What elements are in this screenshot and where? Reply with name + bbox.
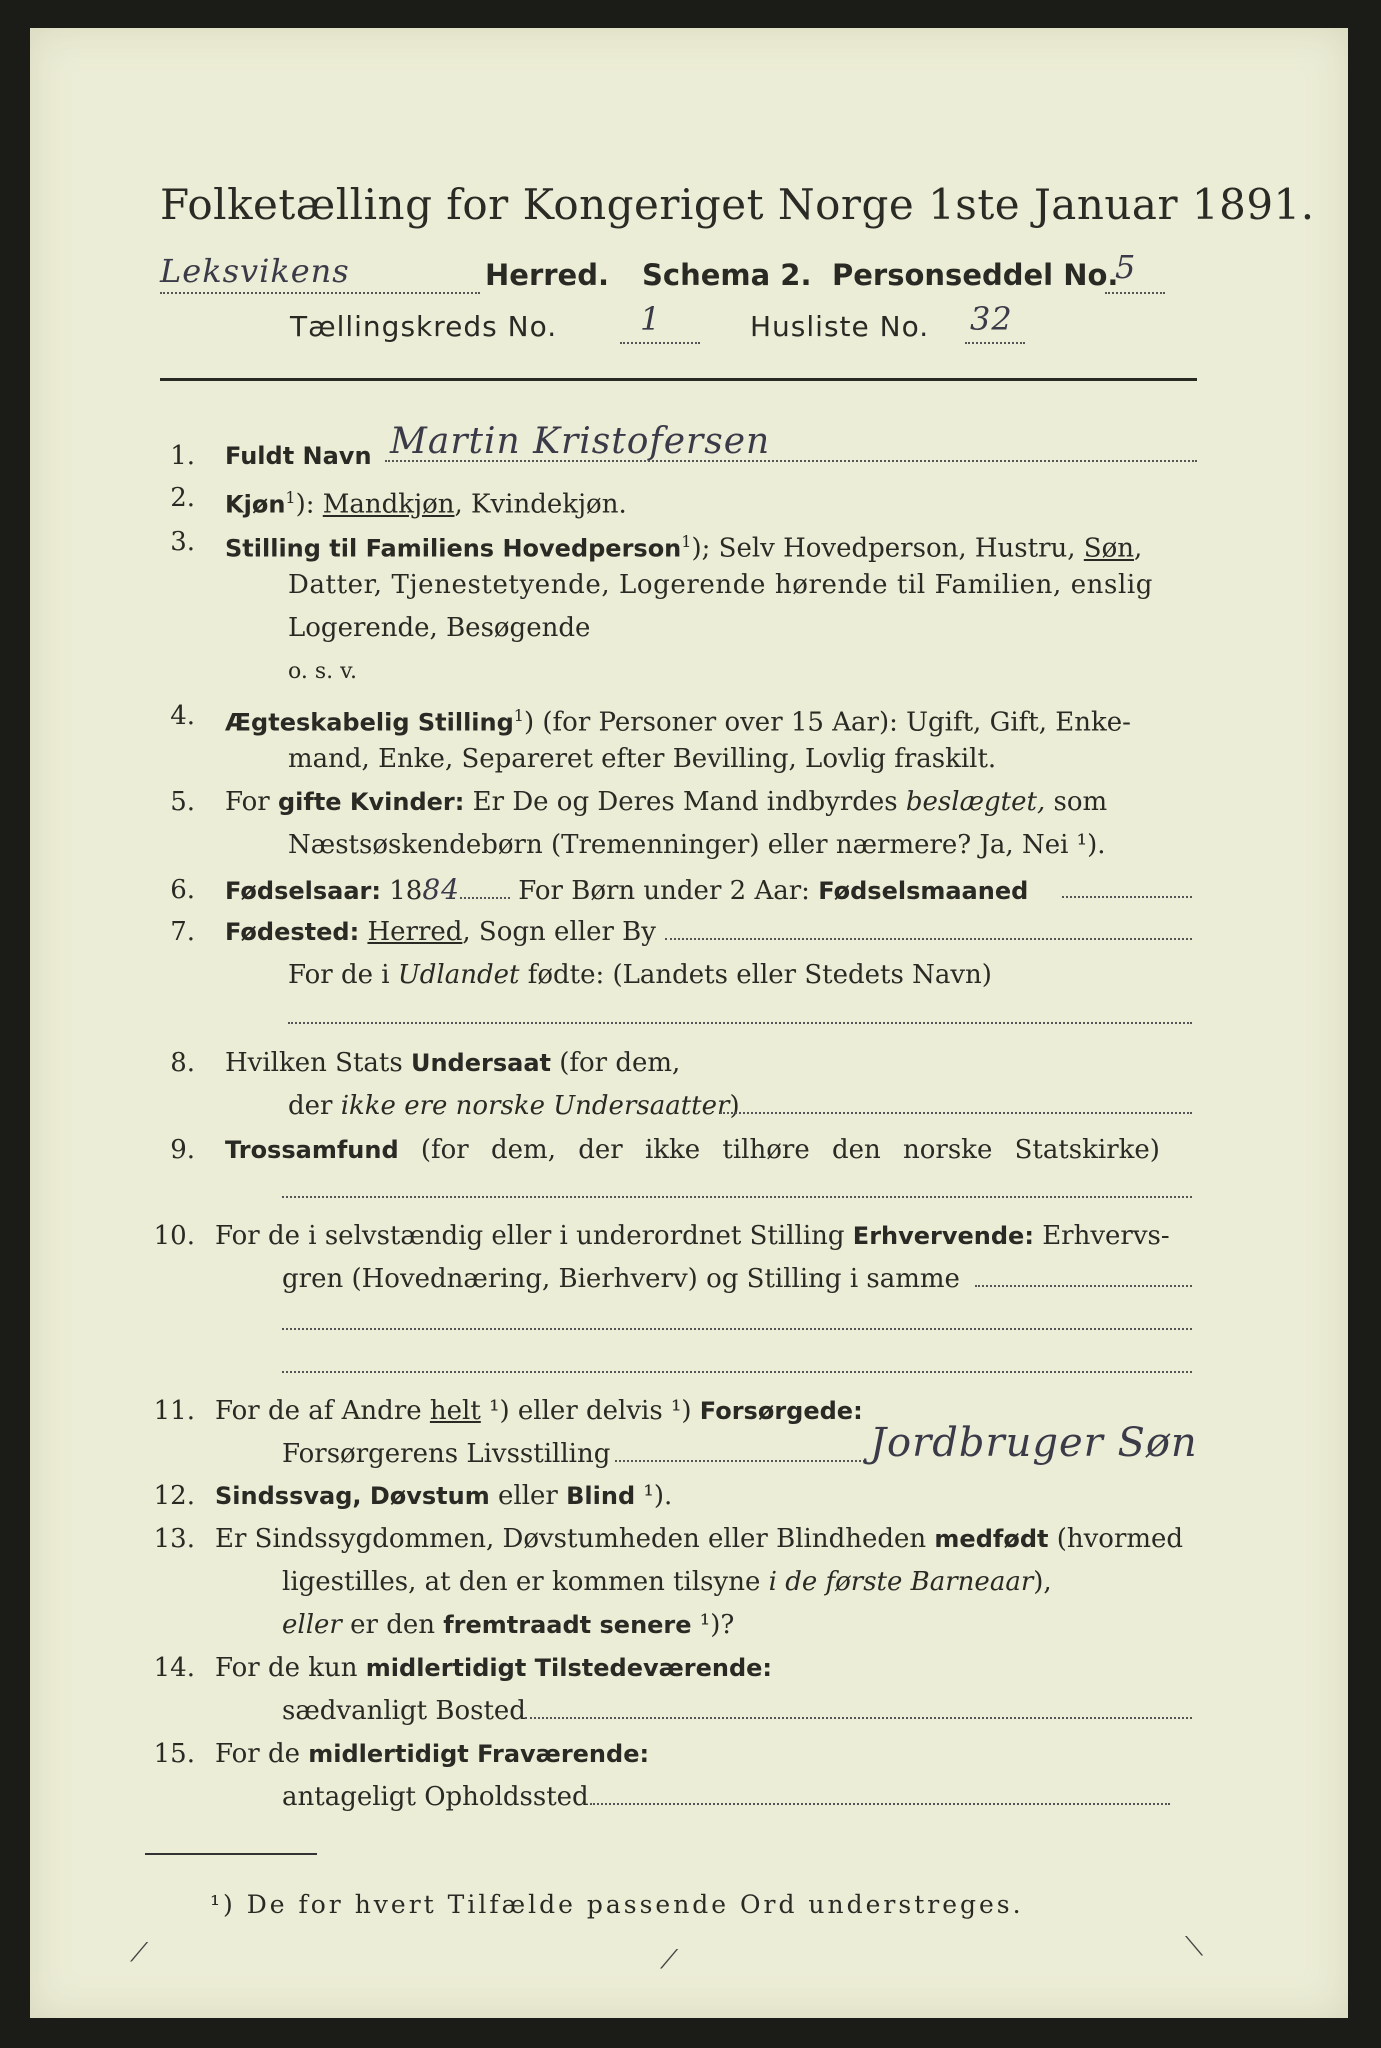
item-3-line1: ); Selv Hovedperson, Hustru,	[691, 533, 1084, 564]
item-6-number: 6.	[170, 875, 195, 905]
schema-label: Schema 2.	[642, 258, 812, 292]
item-9-blank-line	[282, 1196, 1192, 1198]
item-13-line2-italic: i de første Barneaar	[768, 1567, 1034, 1597]
kreds-dots	[620, 342, 700, 344]
item-5-number: 5.	[170, 787, 195, 817]
husliste-dots	[965, 342, 1025, 344]
item-14-number: 14.	[153, 1653, 195, 1683]
corner-mark-left: ⟋	[130, 1938, 149, 1968]
item-4-label: Ægteskabelig Stilling	[225, 708, 514, 737]
item-3-number: 3.	[170, 527, 195, 557]
item-7-blank-line	[288, 1022, 1192, 1024]
item-14-dots	[525, 1717, 1192, 1719]
item-13-line3-b: ¹)?	[691, 1610, 735, 1640]
personseddel-value: 5	[1115, 248, 1137, 286]
item-2-label: Kjøn	[225, 490, 286, 519]
header-line-herred	[160, 248, 1200, 297]
husliste-value: 32	[970, 300, 1013, 338]
item-12-label: Sindssvag, Døvstum	[215, 1482, 490, 1510]
item-2-number: 2.	[170, 483, 195, 513]
item-8-dots	[720, 1112, 1192, 1114]
item-13-line2	[282, 1566, 1052, 1598]
item-14-line2: sædvanligt Bosted	[282, 1696, 526, 1726]
form-title: Folketælling for Kongeriget Norge 1ste Januar 1891.	[160, 180, 1315, 229]
item-11-label: Forsørgede:	[699, 1397, 863, 1425]
item-2-sup: 1	[285, 488, 296, 507]
item-13-number: 13.	[153, 1524, 195, 1554]
herred-label: Herred.	[485, 258, 609, 292]
item-7-number: 7.	[170, 917, 195, 947]
personseddel-dots	[1105, 292, 1165, 294]
item-8-label: Undersaat	[410, 1049, 551, 1077]
item-7-line2-b: fødte: (Landets eller Stedets Navn)	[519, 960, 992, 990]
item-10-label: Erhvervende:	[852, 1222, 1034, 1250]
corner-mark-right: ⟍	[1185, 1932, 1204, 1962]
item-8-text-b: (for dem,	[550, 1048, 681, 1078]
item-11-value: Jordbruger Søn	[870, 1420, 1198, 1466]
item-8-line2	[288, 1090, 740, 1122]
item-5-text-a: For	[225, 787, 278, 817]
item-1-label: Fuldt Navn	[225, 442, 372, 470]
item-15-text-a: For de	[215, 1739, 309, 1769]
item-7-line2-italic: Udlandet	[397, 960, 520, 990]
item-13-line2-b: ),	[1033, 1567, 1052, 1597]
item-3-line3: Logerende, Besøgende	[288, 613, 591, 643]
item-5-line2: Næstsøskendebørn (Tremenninger) eller nærmere? Ja, Nei ¹).	[288, 830, 1106, 860]
item-10-blank-line-1	[282, 1328, 1192, 1330]
item-7-label: Fødested:	[225, 918, 360, 946]
item-8-number: 8.	[170, 1048, 195, 1078]
item-3-line1-end: ,	[1134, 533, 1143, 564]
item-9-rest: (for dem, der ikke tilhøre den norske Statskirke)	[398, 1135, 1160, 1165]
header-rule	[160, 378, 1197, 381]
item-13-line3	[282, 1609, 734, 1641]
item-10-line2: gren (Hovednæring, Bierhverv) og Stilling i samme	[282, 1264, 960, 1294]
item-13-label: medfødt	[934, 1525, 1049, 1553]
item-1-value: Martin Kristofersen	[390, 421, 771, 462]
item-8-line2-italic: ikke ere norske Undersaatter	[340, 1091, 730, 1121]
item-10-text-b: Erhvervs-	[1033, 1221, 1170, 1251]
item-4-line1: ) (for Personer over 15 Aar): Ugift, Gift, Enke-	[523, 707, 1131, 738]
item-11-text-b: ¹) eller delvis ¹)	[480, 1396, 700, 1426]
item-10-blank-line-2	[282, 1371, 1192, 1373]
item-2-text-b: , Kvindekjøn.	[454, 489, 627, 520]
item-5-text-c: som	[1045, 787, 1108, 817]
item-10-text-a: For de i selvstændig eller i underordnet Stilling	[215, 1221, 853, 1251]
item-15-dots	[590, 1803, 1170, 1805]
item-3-line2: Datter, Tjenestetyende, Logerende hørende til Familien, enslig	[288, 570, 1154, 600]
item-4-sup: 1	[513, 706, 524, 725]
item-11-number: 11.	[153, 1396, 195, 1426]
item-10-dots	[975, 1285, 1192, 1287]
item-11-line2: Forsørgerens Livsstilling	[282, 1439, 611, 1469]
item-2-option-male: Mandkjøn	[322, 489, 455, 520]
item-7-line2-a: For de i	[288, 960, 398, 990]
item-5-italic: beslægtet,	[905, 787, 1046, 817]
item-12-number: 12.	[153, 1481, 195, 1511]
herred-dots	[160, 292, 480, 294]
item-6-prefix: 18	[381, 876, 423, 906]
item-14-label: midlertidigt Tilstedeværende:	[365, 1654, 773, 1682]
personseddel-label: Personseddel No.	[832, 258, 1119, 292]
item-4-number: 4.	[170, 701, 195, 731]
item-15-number: 15.	[153, 1739, 195, 1769]
item-13-line3-italic: eller	[282, 1610, 342, 1640]
item-7-dots	[665, 938, 1192, 940]
item-11-text-a: For de af Andre	[215, 1396, 430, 1426]
item-3-label: Stilling til Familiens Hovedperson	[225, 534, 682, 563]
kreds-label: Tællingskreds No.	[290, 310, 558, 343]
item-9-label: Trossamfund	[225, 1136, 399, 1164]
item-10-number: 10.	[153, 1221, 195, 1251]
item-13-line3-label: fremtraadt senere	[443, 1611, 692, 1639]
corner-mark-center: ⟋	[660, 1945, 679, 1975]
item-13-line3-a: er den	[341, 1610, 444, 1640]
item-12-mid: eller	[489, 1481, 567, 1511]
item-2-text-a: ):	[295, 489, 323, 520]
item-6-value: 84	[422, 873, 460, 906]
item-6-month-dots	[1062, 896, 1192, 898]
item-1-number: 1.	[170, 441, 195, 471]
item-5-label: gifte Kvinder:	[277, 788, 465, 816]
item-7-line2	[288, 959, 992, 991]
item-4-line2: mand, Enke, Separeret efter Bevilling, Lovlig fraskilt.	[288, 744, 997, 774]
item-9-number: 9.	[170, 1135, 195, 1165]
item-3-line4: o. s. v.	[288, 659, 357, 684]
item-3-option-son: Søn	[1083, 533, 1135, 564]
item-6-label2: Fødselsmaaned	[818, 877, 1029, 905]
item-14-text-a: For de kun	[215, 1653, 366, 1683]
footnote: ¹) De for hvert Tilfælde passende Ord understreges.	[210, 1890, 1024, 1919]
item-3-sup: 1	[681, 532, 692, 551]
item-5-text-b: Er De og Deres Mand indbyrdes	[464, 787, 906, 817]
item-13-line2-a: ligestilles, at den er kommen tilsyne	[282, 1567, 769, 1597]
item-6-dots	[460, 897, 510, 899]
item-7-rest: , Sogn eller By	[462, 917, 656, 947]
item-15-label: midlertidigt Fraværende:	[308, 1740, 650, 1768]
item-11-option-helt: helt	[429, 1396, 481, 1426]
item-7-option-herred: Herred	[367, 917, 463, 947]
header-line-kreds	[290, 300, 1090, 351]
footnote-rule	[145, 1853, 317, 1855]
item-12-label2: Blind	[566, 1482, 636, 1510]
item-8-line2-a: der	[288, 1091, 341, 1121]
item-11-dots	[615, 1460, 865, 1462]
item-15-line2: antageligt Opholdssted	[282, 1782, 589, 1812]
herred-handwritten: Leksvikens	[160, 252, 350, 290]
item-8-line2-b: )	[729, 1091, 740, 1121]
item-12-end: ¹).	[635, 1481, 673, 1511]
kreds-value: 1	[640, 300, 662, 338]
item-6-mid: For Børn under 2 Aar:	[510, 876, 819, 906]
item-13-text-b: (hvormed	[1048, 1524, 1184, 1554]
item-13-text-a: Er Sindssygdommen, Døvstumheden eller Blindheden	[215, 1524, 935, 1554]
item-8-text-a: Hvilken Stats	[225, 1048, 411, 1078]
husliste-label: Husliste No.	[750, 310, 930, 343]
item-1-dots	[385, 460, 1197, 462]
item-6-label: Fødselsaar:	[225, 877, 381, 905]
